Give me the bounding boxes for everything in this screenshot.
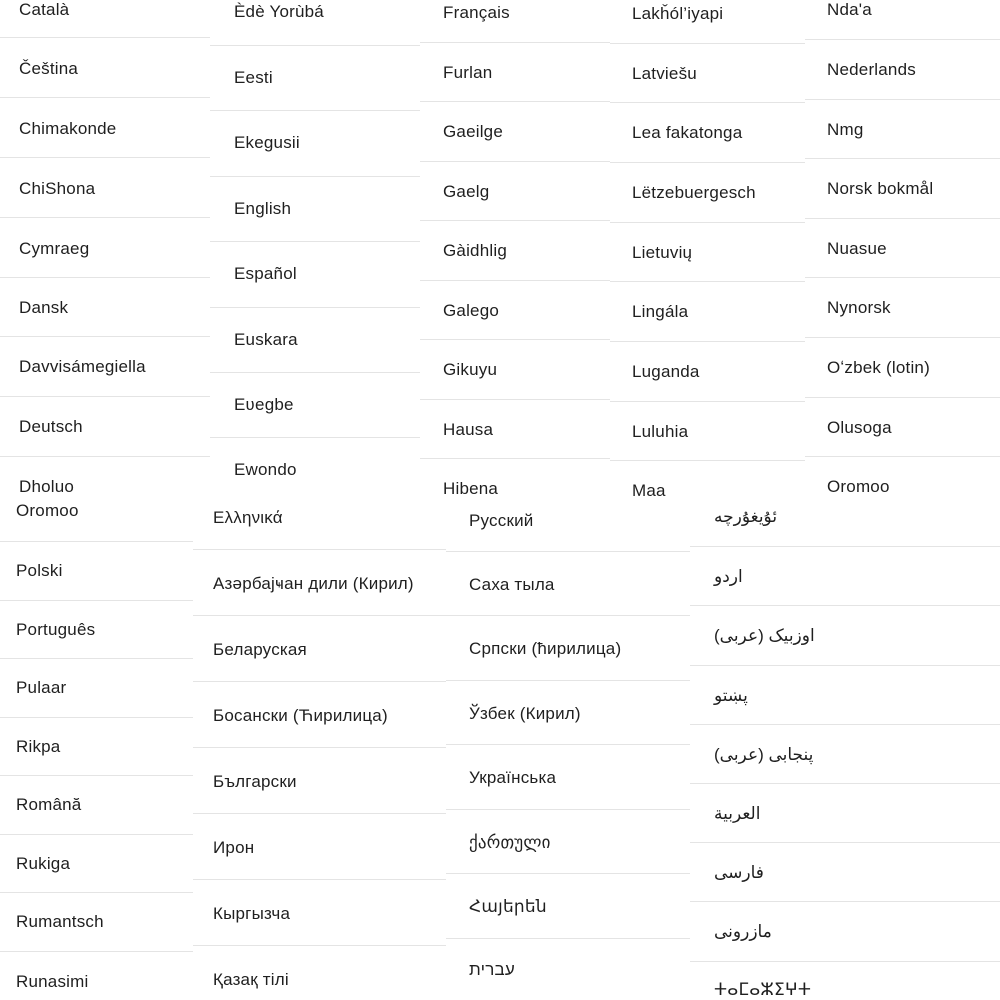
language-item[interactable] [420, 0, 610, 43]
language-label: Oromoo [827, 477, 890, 496]
language-label: Latviešu [632, 64, 697, 83]
language-item[interactable] [805, 398, 1000, 457]
language-item[interactable] [193, 880, 446, 946]
language-label: Oromoo [16, 501, 79, 520]
language-item[interactable] [0, 278, 210, 337]
language-item[interactable] [193, 616, 446, 682]
language-item[interactable] [610, 163, 805, 223]
language-label: پنجابی (عربی) [714, 745, 814, 764]
language-label: Runasimi [16, 972, 89, 991]
language-column-top-5 [805, 0, 1000, 500]
language-item[interactable] [610, 402, 805, 461]
language-item[interactable] [0, 500, 193, 542]
language-item[interactable] [0, 337, 210, 397]
language-label: Азәрбајҹан дили (Кирил) [213, 574, 414, 593]
language-label: ئۇيغۇرچە [714, 507, 778, 526]
language-label: Euskara [234, 330, 298, 349]
language-label: Gikuyu [443, 360, 498, 379]
language-item[interactable] [0, 457, 210, 502]
language-item[interactable] [193, 748, 446, 814]
language-label: Română [16, 795, 82, 814]
language-label: Español [234, 264, 297, 283]
language-label: Nynorsk [827, 298, 891, 317]
language-item[interactable] [610, 0, 805, 44]
language-item[interactable] [610, 342, 805, 402]
language-item[interactable] [0, 718, 193, 776]
language-label: Eesti [234, 68, 273, 87]
language-item[interactable] [0, 0, 210, 38]
language-item[interactable] [210, 177, 420, 242]
language-label: ქართული [469, 833, 551, 852]
language-item[interactable] [690, 725, 1000, 784]
language-item[interactable] [0, 893, 193, 952]
language-label: Русский [469, 511, 534, 530]
language-column-top-1 [0, 0, 210, 502]
language-item[interactable] [805, 457, 1000, 500]
language-item[interactable] [210, 0, 420, 46]
language-label: Lingála [632, 302, 689, 321]
language-item[interactable] [690, 843, 1000, 902]
language-item[interactable] [690, 902, 1000, 962]
language-item[interactable] [446, 681, 690, 745]
language-item[interactable] [805, 100, 1000, 159]
language-item[interactable] [805, 338, 1000, 398]
language-item[interactable] [420, 400, 610, 459]
language-label: Èdè Yorùbá [234, 2, 324, 21]
language-item[interactable] [0, 98, 210, 158]
language-label: Norsk bokmål [827, 179, 934, 198]
language-item[interactable] [420, 221, 610, 281]
language-label: Polski [16, 561, 63, 580]
language-item[interactable] [420, 340, 610, 400]
language-label: Українська [469, 768, 557, 787]
language-label: Ewondo [234, 460, 297, 479]
language-item[interactable] [446, 810, 690, 874]
language-item[interactable] [690, 547, 1000, 606]
language-item[interactable] [446, 552, 690, 616]
language-label: Français [443, 3, 510, 22]
language-column-bottom-1 [0, 500, 193, 1000]
language-column-bottom-3 [446, 500, 690, 1000]
language-label: Eʋegbe [234, 395, 294, 414]
language-item[interactable] [690, 784, 1000, 843]
language-item[interactable] [610, 282, 805, 342]
language-item[interactable] [0, 158, 210, 218]
language-label: Chimakonde [19, 119, 117, 138]
language-item[interactable] [0, 659, 193, 718]
language-label: Luganda [632, 362, 700, 381]
language-item[interactable] [446, 500, 690, 552]
language-item[interactable] [0, 776, 193, 835]
language-item[interactable] [0, 835, 193, 893]
language-label: Català [19, 0, 70, 19]
language-item[interactable] [420, 102, 610, 162]
language-item[interactable] [210, 373, 420, 438]
language-item[interactable] [0, 397, 210, 457]
language-label: Nederlands [827, 60, 916, 79]
language-label: Lëtzebuergesch [632, 183, 756, 202]
language-label: English [234, 199, 292, 218]
language-item[interactable] [420, 281, 610, 340]
language-item[interactable] [420, 162, 610, 221]
language-item[interactable] [0, 952, 193, 1000]
language-item[interactable] [690, 962, 1000, 1000]
language-item[interactable] [805, 0, 1000, 40]
language-item[interactable] [446, 616, 690, 681]
language-label: Lakȟól’iyapi [632, 4, 724, 23]
language-label: Nda'a [827, 0, 872, 19]
language-item[interactable] [210, 111, 420, 177]
language-label: پښتو [714, 686, 748, 705]
language-label: Кыргызча [213, 904, 291, 923]
language-item[interactable] [193, 500, 446, 550]
language-item[interactable] [210, 308, 420, 373]
language-label: Српски (ћирилица) [469, 639, 622, 658]
language-item[interactable] [210, 438, 420, 500]
language-item[interactable] [193, 946, 446, 1000]
language-item[interactable] [210, 46, 420, 111]
language-item[interactable] [0, 542, 193, 601]
language-label: فارسی [714, 863, 764, 882]
language-label: עברית [469, 960, 515, 979]
language-label: Hausa [443, 420, 494, 439]
language-label: Български [213, 772, 297, 791]
language-label: Pulaar [16, 678, 67, 697]
language-item[interactable] [610, 223, 805, 282]
language-label: Furlan [443, 63, 493, 82]
language-label: Lea fakatonga [632, 123, 743, 142]
language-item[interactable] [805, 159, 1000, 219]
language-column-bottom-2 [193, 500, 446, 1000]
language-label: Rukiga [16, 854, 71, 873]
language-column-top-4 [610, 0, 805, 500]
language-label: Rumantsch [16, 912, 104, 931]
language-label: ChiShona [19, 179, 96, 198]
language-column-top-3 [420, 0, 610, 500]
language-label: Davvisámegiella [19, 357, 146, 376]
language-label: Deutsch [19, 417, 83, 436]
language-label: Босански (Ћирилица) [213, 706, 388, 725]
language-item[interactable] [690, 500, 1000, 547]
language-label: Nmg [827, 120, 864, 139]
language-item[interactable] [193, 682, 446, 748]
language-item[interactable] [420, 459, 610, 500]
language-item[interactable] [210, 242, 420, 308]
language-label: Hibena [443, 479, 499, 498]
language-label: مازرونی [714, 922, 772, 941]
language-label: Português [16, 620, 96, 639]
language-item[interactable] [805, 40, 1000, 100]
language-label: Oʻzbek (lotin) [827, 358, 930, 377]
language-label: Gaelg [443, 182, 490, 201]
language-item[interactable] [420, 43, 610, 102]
language-label: اوزبیک (عربی) [714, 626, 815, 645]
language-label: Ўзбек (Кирил) [469, 704, 581, 723]
language-item[interactable] [690, 606, 1000, 666]
language-item[interactable] [610, 103, 805, 163]
language-column-bottom-4 [690, 500, 1000, 1000]
language-label: Ελληνικά [213, 508, 283, 527]
language-label: Ирон [213, 838, 255, 857]
language-label: Rikpa [16, 737, 61, 756]
language-item[interactable] [805, 219, 1000, 278]
language-label: Luluhia [632, 422, 689, 441]
language-label: Maa [632, 481, 666, 500]
language-label: Lietuvių [632, 243, 693, 262]
language-item[interactable] [446, 939, 690, 1000]
language-item[interactable] [690, 666, 1000, 725]
language-item[interactable] [0, 218, 210, 278]
language-label: العربية [714, 804, 761, 823]
language-label: Čeština [19, 59, 79, 78]
language-label: Cymraeg [19, 239, 90, 258]
language-label: Қазақ тілі [213, 970, 289, 989]
language-label: اردو [714, 567, 743, 586]
language-label: ⵜⴰⵎⴰⵣⵉⵖⵜ [714, 980, 812, 999]
language-item[interactable] [0, 601, 193, 659]
language-label: Galego [443, 301, 500, 320]
language-label: Nuasue [827, 239, 887, 258]
language-label: Dansk [19, 298, 69, 317]
language-label: Հայերեն [469, 897, 547, 916]
language-item[interactable] [0, 38, 210, 98]
language-label: Gàidhlig [443, 241, 507, 260]
language-label: Саха тыла [469, 575, 555, 594]
language-label: Ekegusii [234, 133, 300, 152]
language-label: Dholuo [19, 477, 75, 496]
language-item[interactable] [193, 814, 446, 880]
language-column-top-2 [210, 0, 420, 500]
language-item[interactable] [805, 278, 1000, 338]
language-item[interactable] [193, 550, 446, 616]
language-label: Gaeilge [443, 122, 503, 141]
language-item[interactable] [446, 874, 690, 939]
language-label: Olusoga [827, 418, 892, 437]
language-item[interactable] [610, 461, 805, 500]
language-item[interactable] [446, 745, 690, 810]
language-label: Беларуская [213, 640, 307, 659]
language-item[interactable] [610, 44, 805, 103]
